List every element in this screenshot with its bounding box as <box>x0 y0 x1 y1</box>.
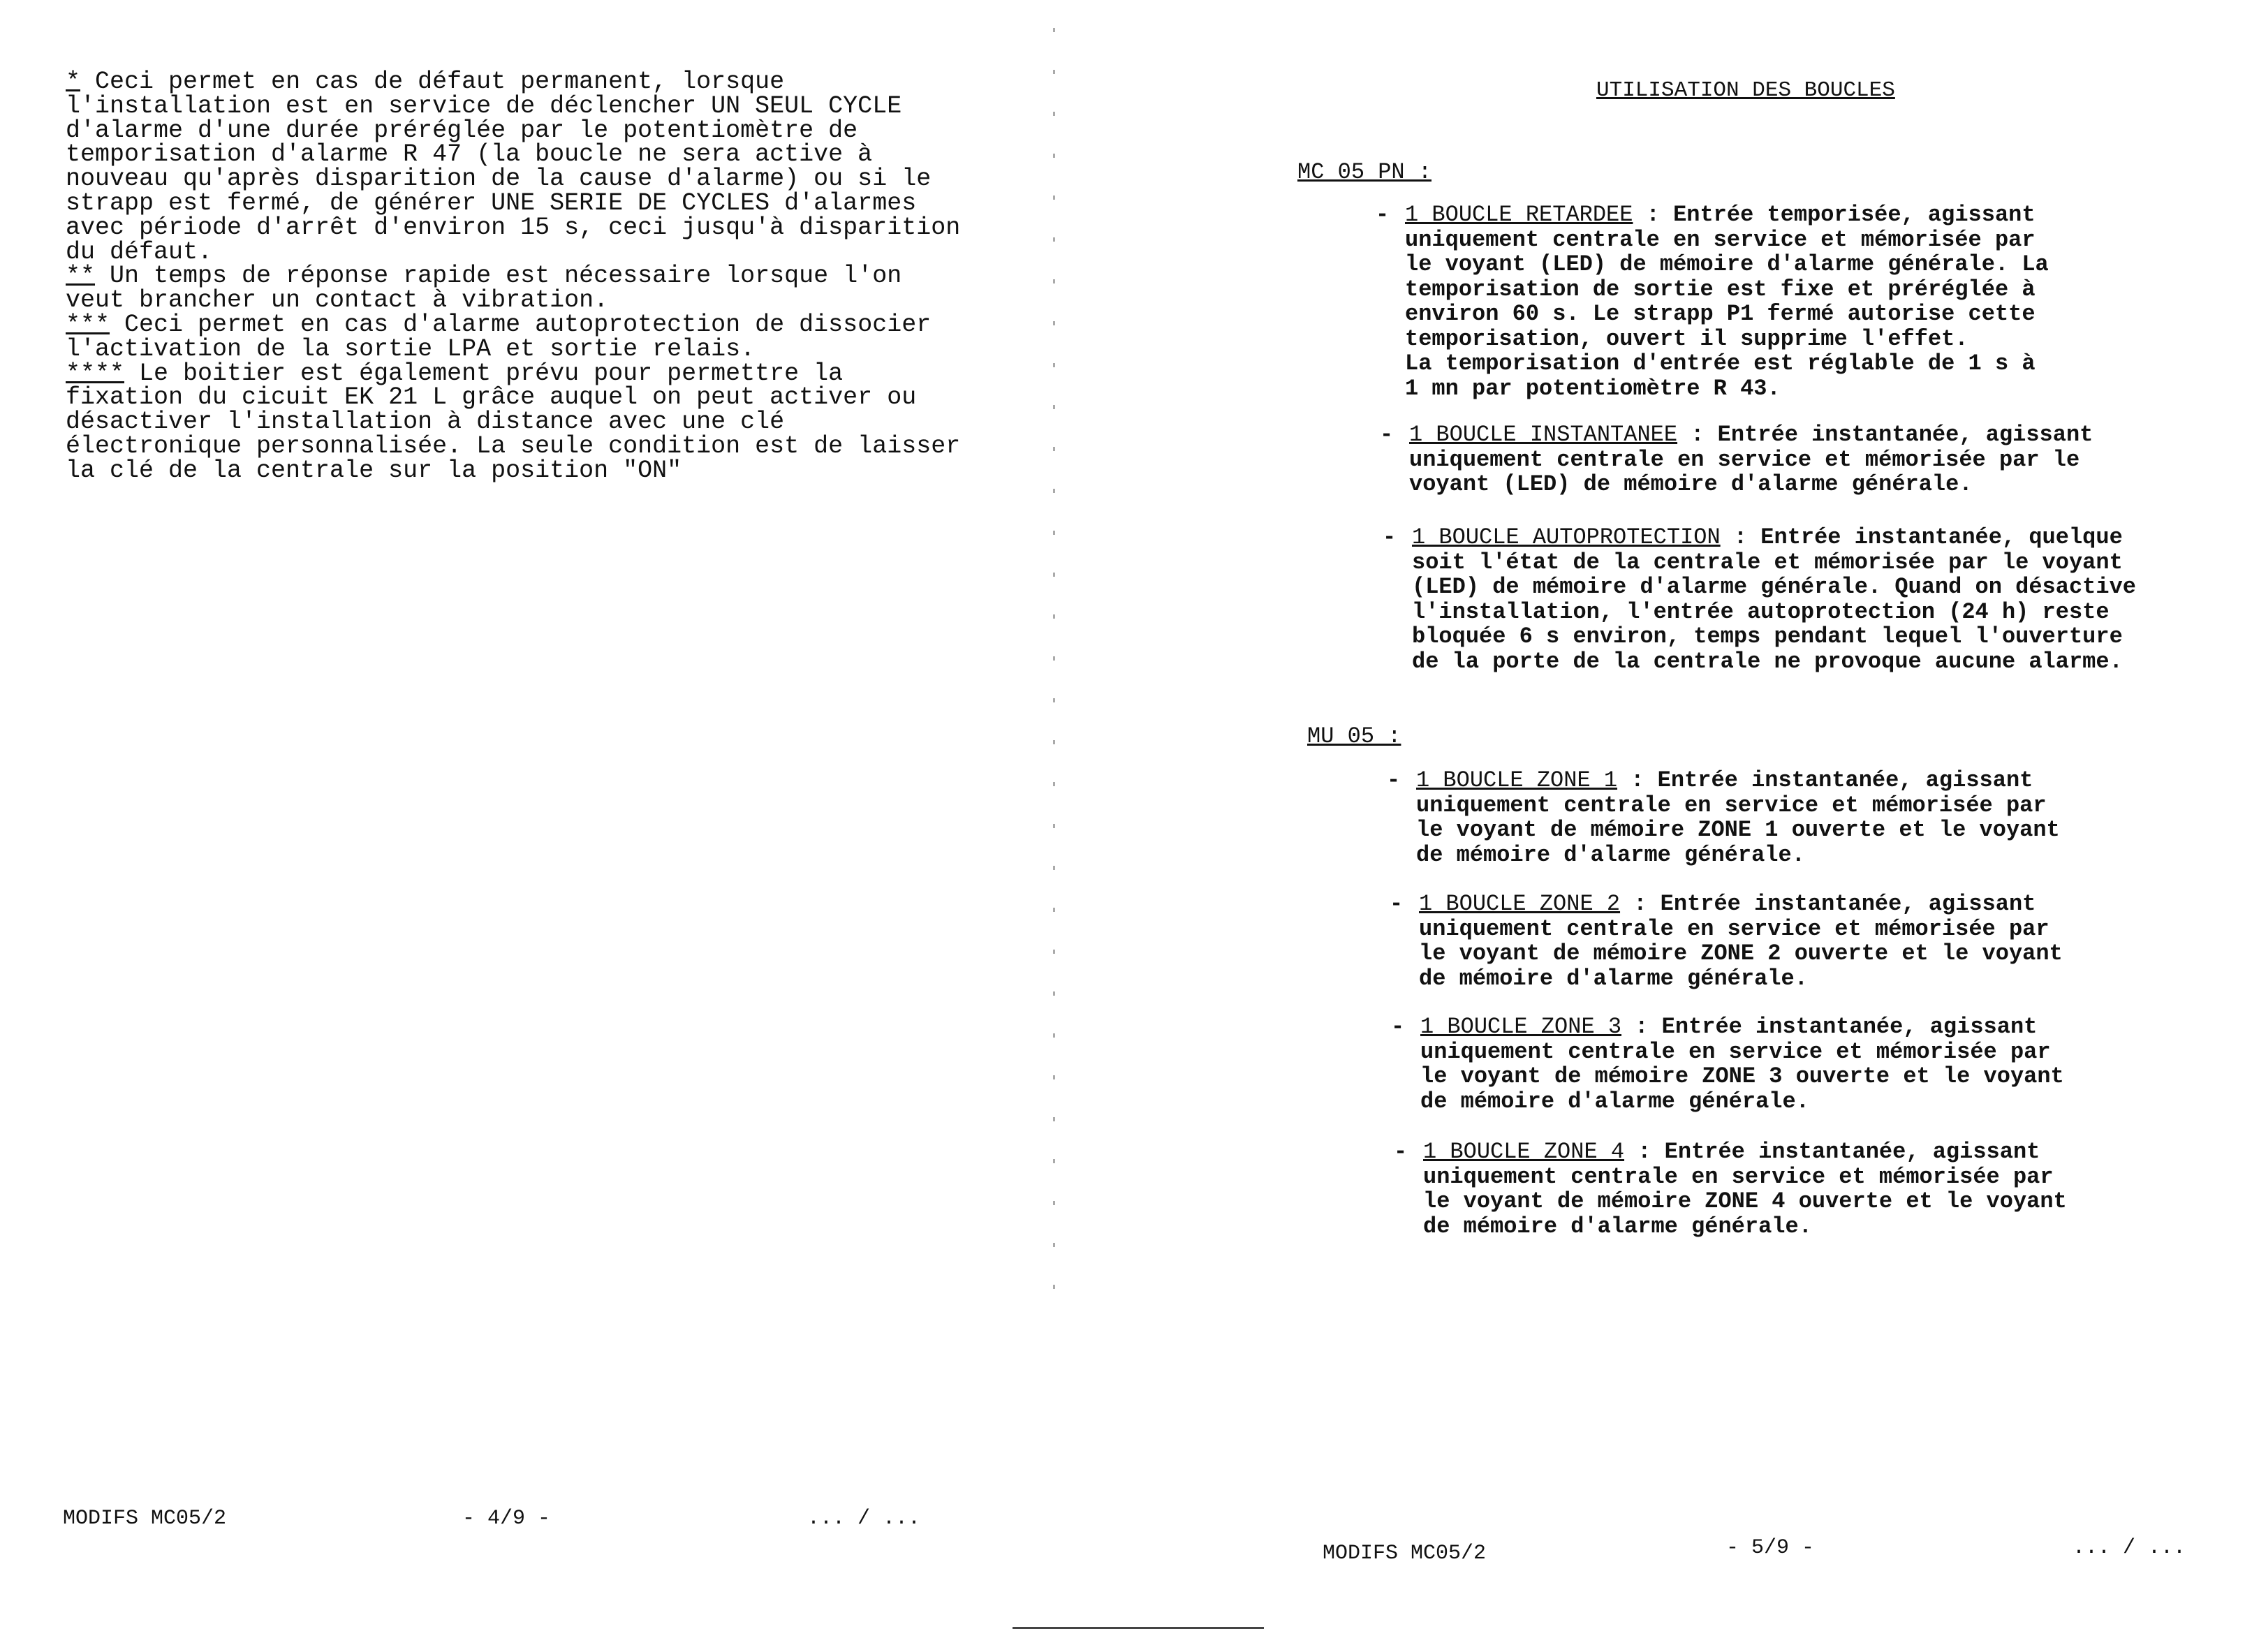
loop-label: 1 BOUCLE ZONE 1 <box>1416 767 1618 793</box>
footnote-line: désactiver l'installation à distance avec une clé <box>66 408 785 436</box>
loop-line: le voyant de mémoire ZONE 1 ouverte et le voyant <box>1416 817 2060 843</box>
footnote-line: avec période d'arrêt d'environ 15 s, ceci jusqu'à disparition <box>66 213 961 242</box>
loop-line: voyant (LED) de mémoire d'alarme générale. <box>1409 471 1973 497</box>
footnote-line: *** Ceci permet en cas d'alarme autoprotection de dissocier <box>66 310 932 339</box>
loop-label: 1 BOUCLE AUTOPROTECTION <box>1412 524 1721 550</box>
footnote-line: d'alarme d'une durée préréglée par le potentiomètre de <box>66 116 858 145</box>
loop-line: 1 mn par potentiomètre R 43. <box>1405 375 1781 401</box>
footnote-mark: **** <box>66 359 125 388</box>
loop-line: de la porte de la centrale ne provoque aucune alarme. <box>1412 648 2123 674</box>
loop-line: le voyant de mémoire ZONE 2 ouverte et le voyant <box>1419 941 2063 966</box>
section-title: MC 05 PN : <box>1297 159 1432 185</box>
footnote-line: temporisation d'alarme R 47 (la boucle ne sera active à <box>66 140 873 169</box>
footer-doc-left: MODIFS MC05/2 <box>63 1507 227 1531</box>
loop-description: - 1 BOUCLE ZONE 4 : Entrée instantanée, agissant uniquement centrale en service et mémorisée par le voyant de mémoire ZONE 4 ouverte et le voyant de mémoire d'alarme générale. <box>1394 1139 2067 1239</box>
footnote-mark: *** <box>66 310 110 339</box>
footnote-line: **** Le boitier est également prévu pour permettre la <box>66 359 844 388</box>
footnote-line: * Ceci permet en cas de défaut permanent, lorsque <box>66 68 785 96</box>
loop-line: de mémoire d'alarme générale. <box>1423 1213 1812 1239</box>
loop-label: 1 BOUCLE ZONE 4 <box>1423 1139 1625 1165</box>
footnote-line: électronique personnalisée. La seule condition est de laisser <box>66 432 961 460</box>
footer-page-left: - 4/9 - <box>462 1507 551 1531</box>
footnote-line: veut brancher un contact à vibration. <box>66 286 609 315</box>
loop-line: de mémoire d'alarme générale. <box>1419 965 1808 991</box>
footnote-line: nouveau qu'après disparition de la cause d'alarme) ou si le <box>66 165 932 193</box>
footer-continued-right: ... / ... <box>2073 1536 2186 1560</box>
loop-description: - 1 BOUCLE AUTOPROTECTION : Entrée instantanée, quelque soit l'état de la centrale et mémorisée par le voyant (LED) de mémoire d'alarme générale. Quand on désactive l'installation, l'entrée autoprotection (24 h) reste bloquée 6 s environ, temps pendant lequel l'ouverture de la porte de la centrale ne provoque aucune alarme. <box>1383 524 2136 674</box>
loop-line: uniquement centrale en service et mémorisée par <box>1416 792 2047 818</box>
loop-line: uniquement centrale en service et mémorisée par <box>1419 915 2049 942</box>
loop-line: uniquement centrale en service et mémorisée par <box>1420 1038 2051 1065</box>
footnote-mark: * <box>66 68 81 96</box>
footnote-mark: ** <box>66 262 96 290</box>
loop-line: de mémoire d'alarme générale. <box>1416 841 1805 868</box>
loop-line: uniquement centrale en service et mémorisée par <box>1423 1163 2054 1190</box>
loop-line: temporisation de sortie est fixe et préréglée à <box>1405 276 2036 302</box>
footnote-line: du défaut. <box>66 237 213 266</box>
loop-line: de mémoire d'alarme générale. <box>1420 1088 1809 1114</box>
loop-label: 1 BOUCLE RETARDEE <box>1405 202 1633 228</box>
loop-line: l'installation, l'entrée autoprotection (24 h) reste <box>1412 598 2110 625</box>
loop-line: (LED) de mémoire d'alarme générale. Quand on désactive <box>1412 574 2136 600</box>
loop-label: 1 BOUCLE ZONE 3 <box>1420 1014 1622 1040</box>
loop-line: le voyant de mémoire ZONE 3 ouverte et le voyant <box>1420 1063 2064 1089</box>
footnote-line: la clé de la centrale sur la position "ON" <box>66 456 682 485</box>
footer-page-right: - 5/9 - <box>1726 1536 1815 1560</box>
footnotes <box>66 70 960 483</box>
footnote-line: l'activation de la sortie LPA et sortie relais. <box>66 334 756 363</box>
left-page <box>0 0 1054 1652</box>
footnote-line: strapp est fermé, de générer UNE SERIE DE CYCLES d'alarmes <box>66 189 917 217</box>
loop-description: - 1 BOUCLE ZONE 3 : Entrée instantanée, agissant uniquement centrale en service et mémorisée par le voyant de mémoire ZONE 3 ouverte et le voyant de mémoire d'alarme générale. <box>1391 1014 2064 1114</box>
loop-line: temporisation, ouvert il supprime l'effet. <box>1405 325 1968 352</box>
footer-continued-left: ... / ... <box>807 1507 921 1531</box>
loop-line: le voyant (LED) de mémoire d'alarme générale. La <box>1405 251 2049 277</box>
loop-label: 1 BOUCLE INSTANTANEE <box>1409 422 1678 448</box>
loop-line: bloquée 6 s environ, temps pendant lequel l'ouverture <box>1412 624 2123 649</box>
page-heading: UTILISATION DES BOUCLES <box>1596 78 1895 103</box>
loop-line: La temporisation d'entrée est réglable de 1 s à <box>1405 351 2036 376</box>
footnote-line: fixation du cicuit EK 21 L grâce auquel on peut activer ou <box>66 383 917 412</box>
loop-label: 1 BOUCLE ZONE 2 <box>1419 891 1621 917</box>
footnote-line: ** Un temps de réponse rapide est nécessaire lorsque l'on <box>66 262 902 290</box>
section-title: MU 05 : <box>1307 723 1401 749</box>
loop-line: environ 60 s. Le strapp P1 fermé autorise cette <box>1405 301 2036 327</box>
footer-doc-right: MODIFS MC05/2 <box>1323 1542 1487 1565</box>
loop-line: soit l'état de la centrale et mémorisée par le voyant <box>1412 549 2123 575</box>
loop-description: - 1 BOUCLE INSTANTANEE : Entrée instantanée, agissant uniquement centrale en service et mémorisée par le voyant (LED) de mémoire d'alarme générale. <box>1380 422 2093 497</box>
loop-line: uniquement centrale en service et mémorisée par le <box>1409 446 2080 473</box>
loop-line: le voyant de mémoire ZONE 4 ouverte et le voyant <box>1423 1188 2067 1214</box>
loop-description: - 1 BOUCLE ZONE 1 : Entrée instantanée, agissant uniquement centrale en service et mémorisée par le voyant de mémoire ZONE 1 ouverte et le voyant de mémoire d'alarme générale. <box>1387 767 2060 868</box>
footnote-line: l'installation est en service de déclencher UN SEUL CYCLE <box>66 91 902 120</box>
right-page <box>1054 0 2245 1652</box>
loop-line: uniquement centrale en service et mémorisée par <box>1405 226 2036 253</box>
loop-description: - 1 BOUCLE ZONE 2 : Entrée instantanée, agissant uniquement centrale en service et mémorisée par le voyant de mémoire ZONE 2 ouverte et le voyant de mémoire d'alarme générale. <box>1390 891 2063 991</box>
loop-description: - 1 BOUCLE RETARDEE : Entrée temporisée, agissant uniquement centrale en service et mémorisée par le voyant (LED) de mémoire d'alarme générale. La temporisation de sortie est fixe et préréglée à environ 60 s. Le strapp P1 fermé autorise cette temporisation, ouvert il supprime l'effet. La temporisation d'entrée est réglable de 1 s à 1 mn par potentiomètre R 43. <box>1376 202 2049 401</box>
